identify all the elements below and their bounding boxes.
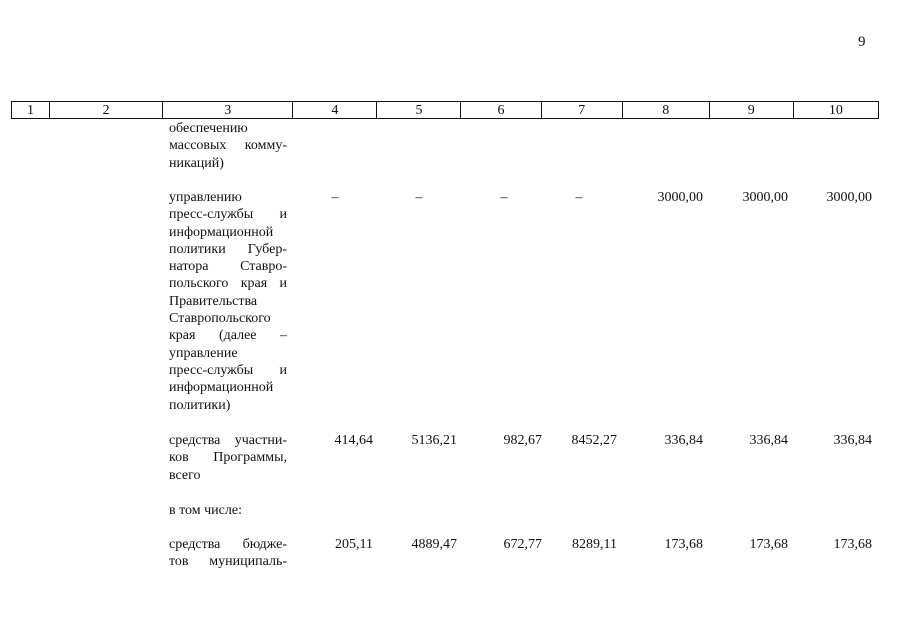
value-cell: 414,64 xyxy=(334,433,373,448)
value-cell: 173,68 xyxy=(833,537,872,552)
value-cell: 205,11 xyxy=(335,537,373,552)
header-cell: 6 xyxy=(461,102,541,119)
header-row xyxy=(12,102,879,119)
description-line: пресс-службы и xyxy=(169,362,287,378)
description-line: политики) xyxy=(169,397,231,413)
description-line: края (далее – xyxy=(169,328,287,344)
description-line: пресс-службы и xyxy=(169,207,287,223)
value-cell: 8289,11 xyxy=(572,537,617,552)
value-cell: 3000,00 xyxy=(826,190,872,205)
row-description xyxy=(169,189,287,414)
header-cell: 8 xyxy=(622,102,709,119)
value-cell: 336,84 xyxy=(749,433,788,448)
value-cell: 5136,21 xyxy=(411,433,457,448)
description-line: всего xyxy=(169,467,201,483)
page-number: 9 xyxy=(858,34,866,50)
description-line: ков Программы, xyxy=(169,450,287,466)
value-cell: – xyxy=(331,190,339,205)
value-cell: 3000,00 xyxy=(657,190,703,205)
value-cell: 982,67 xyxy=(503,433,542,448)
value-cell: – xyxy=(575,190,583,205)
header-cell: 7 xyxy=(541,102,622,119)
value-cell: 173,68 xyxy=(749,537,788,552)
description-line: натора Ставро- xyxy=(169,259,287,275)
header-cell: 1 xyxy=(12,102,50,119)
column-number-header xyxy=(11,101,879,119)
description-line: средства бюдже- xyxy=(169,537,287,552)
value-cell: 672,77 xyxy=(503,537,542,552)
row-description xyxy=(169,502,287,519)
description-line: управлению xyxy=(169,190,242,205)
value-cell: – xyxy=(415,190,423,205)
value-cell: 3000,00 xyxy=(742,190,788,205)
description-line: управление xyxy=(169,345,238,361)
row-description xyxy=(169,120,287,172)
value-cell: 8452,27 xyxy=(571,433,617,448)
description-line: средства участни- xyxy=(169,433,287,448)
row-description xyxy=(169,536,287,571)
description-line: обеспечению xyxy=(169,121,248,136)
description-line: тов муниципаль- xyxy=(169,554,287,570)
description-line: массовых комму- xyxy=(169,138,287,154)
value-cell: 336,84 xyxy=(664,433,703,448)
header-cell: 10 xyxy=(793,102,878,119)
value-cell: 173,68 xyxy=(664,537,703,552)
description-line: польского края и xyxy=(169,276,287,292)
value-cell: 4889,47 xyxy=(411,537,457,552)
description-line: Правительства xyxy=(169,293,258,309)
value-cell: – xyxy=(500,190,508,205)
description-line: информационной xyxy=(169,380,274,396)
header-cell: 9 xyxy=(709,102,793,119)
description-line: Ставропольского xyxy=(169,311,271,327)
header-cell: 5 xyxy=(377,102,461,119)
description-line: политики Губер- xyxy=(169,241,287,257)
description-line: информационной xyxy=(169,224,274,240)
header-cell: 3 xyxy=(163,102,293,119)
description-line: никаций) xyxy=(169,155,224,171)
row-description xyxy=(169,432,287,484)
header-cell: 4 xyxy=(293,102,377,119)
header-cell: 2 xyxy=(50,102,163,119)
value-cell: 336,84 xyxy=(833,433,872,448)
description-line: в том числе: xyxy=(169,503,242,518)
